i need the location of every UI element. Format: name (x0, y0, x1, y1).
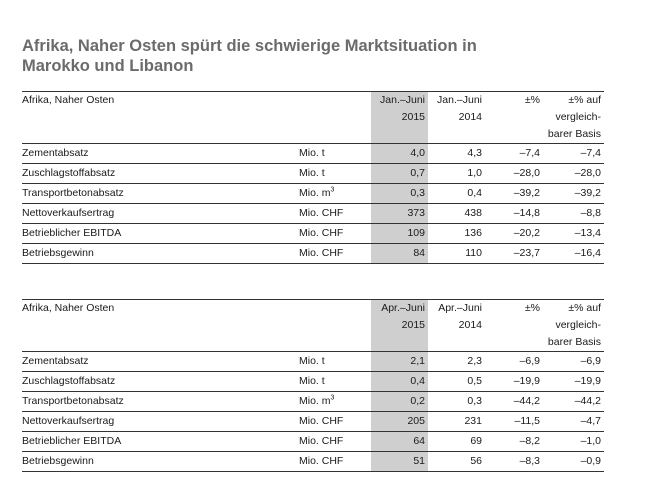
row-current: 64 (371, 432, 428, 452)
row-prev: 1,0 (428, 164, 485, 184)
row-unit: Mio. t (299, 352, 371, 372)
table-row (22, 432, 604, 452)
row-current: 0,7 (371, 164, 428, 184)
pct-comp-header: ±% auf (543, 300, 604, 318)
row-prev: 56 (428, 452, 485, 472)
row-current: 0,4 (371, 372, 428, 392)
row-comp: –7,4 (543, 144, 604, 164)
row-pct: –23,7 (485, 244, 543, 264)
period-current-header: Apr.–Juni (371, 300, 428, 318)
row-current: 205 (371, 412, 428, 432)
unit-superscript: 3 (330, 394, 335, 402)
row-comp: –4,7 (543, 412, 604, 432)
table-row (22, 184, 604, 204)
table-header-row (22, 317, 604, 334)
year-prev-header: 2014 (458, 111, 482, 123)
pct-comp-header: ±% auf (543, 92, 604, 110)
results-table-q2 (22, 299, 604, 472)
year-current-header: 2015 (371, 109, 428, 126)
row-comp: –8,8 (543, 204, 604, 224)
row-current: 109 (371, 224, 428, 244)
row-current: 84 (371, 244, 428, 264)
pct-comp-header-2: vergleich- (555, 319, 601, 331)
period-current-header: Jan.–Juni (371, 92, 428, 110)
row-current: 0,2 (371, 392, 428, 412)
row-pct: –19,9 (485, 372, 543, 392)
table-row (22, 452, 604, 472)
row-label: Transportbetonabsatz (22, 392, 299, 412)
row-label: Zementabsatz (22, 352, 299, 372)
period-prev-header: Apr.–Juni (428, 300, 485, 318)
pct-comp-header-3: barer Basis (543, 334, 604, 352)
row-comp: –13,4 (543, 224, 604, 244)
row-current: 4,0 (371, 144, 428, 164)
row-unit: Mio. CHF (299, 204, 371, 224)
row-pct: –6,9 (485, 352, 543, 372)
table-header-row (22, 126, 604, 144)
row-label: Zementabsatz (22, 144, 299, 164)
region-header: Afrika, Naher Osten (22, 92, 299, 110)
row-pct: –44,2 (485, 392, 543, 412)
table-row (22, 224, 604, 244)
row-comp: –44,2 (543, 392, 604, 412)
table-header-row (22, 109, 604, 126)
row-unit: Mio. t (299, 144, 371, 164)
row-pct: –8,2 (485, 432, 543, 452)
row-prev: 69 (428, 432, 485, 452)
row-unit: Mio. CHF (299, 452, 371, 472)
table-row (22, 164, 604, 184)
year-prev-header: 2014 (458, 319, 482, 331)
row-comp: –28,0 (543, 164, 604, 184)
table-header-row (22, 334, 604, 352)
table-row (22, 392, 604, 412)
row-unit: Mio. $m^3$ (299, 184, 371, 204)
row-unit: Mio. CHF (299, 412, 371, 432)
table-header-row (22, 300, 604, 318)
row-pct: –8,3 (485, 452, 543, 472)
row-prev: 438 (428, 204, 485, 224)
title-line-1: Afrika, Naher Osten spürt die schwierige Marktsituation in (22, 37, 477, 55)
row-current: 51 (371, 452, 428, 472)
table-header-row (22, 92, 604, 110)
row-pct: –11,5 (485, 412, 543, 432)
year-current-header: 2015 (371, 317, 428, 334)
results-table-h1 (22, 91, 604, 264)
row-label: Nettoverkaufsertrag (22, 412, 299, 432)
row-unit: Mio. $m^3$ (299, 392, 371, 412)
row-current: 2,1 (371, 352, 428, 372)
period-prev-header: Jan.–Juni (428, 92, 485, 110)
row-prev: 2,3 (428, 352, 485, 372)
pct-header: ±% (485, 300, 543, 318)
row-unit: Mio. CHF (299, 224, 371, 244)
row-label: Transportbetonabsatz (22, 184, 299, 204)
table-row (22, 372, 604, 392)
pct-comp-header-2: vergleich- (555, 111, 601, 123)
row-current: 373 (371, 204, 428, 224)
table-row (22, 144, 604, 164)
table-row (22, 412, 604, 432)
row-unit: Mio. t (299, 164, 371, 184)
pct-comp-header-3: barer Basis (543, 126, 604, 144)
row-label: Zuschlagstoffabsatz (22, 164, 299, 184)
row-prev: 110 (428, 244, 485, 264)
row-unit: Mio. CHF (299, 244, 371, 264)
row-prev: 0,3 (428, 392, 485, 412)
row-label: Betrieblicher EBITDA (22, 224, 299, 244)
row-label: Zuschlagstoffabsatz (22, 372, 299, 392)
row-comp: –1,0 (543, 432, 604, 452)
row-label: Nettoverkaufsertrag (22, 204, 299, 224)
row-pct: –39,2 (485, 184, 543, 204)
row-comp: –16,4 (543, 244, 604, 264)
page-title (22, 36, 622, 76)
table-row (22, 244, 604, 264)
region-header: Afrika, Naher Osten (22, 300, 299, 318)
pct-header: ±% (485, 92, 543, 110)
row-unit: Mio. CHF (299, 432, 371, 452)
row-pct: –28,0 (485, 164, 543, 184)
row-prev: 0,4 (428, 184, 485, 204)
table-row (22, 352, 604, 372)
row-prev: 0,5 (428, 372, 485, 392)
row-pct: –14,8 (485, 204, 543, 224)
table-row (22, 204, 604, 224)
row-comp: –19,9 (543, 372, 604, 392)
row-label: Betrieblicher EBITDA (22, 432, 299, 452)
row-pct: –20,2 (485, 224, 543, 244)
row-comp: –0,9 (543, 452, 604, 472)
row-current: 0,3 (371, 184, 428, 204)
row-comp: –6,9 (543, 352, 604, 372)
row-prev: 136 (428, 224, 485, 244)
row-unit: Mio. t (299, 372, 371, 392)
row-prev: 231 (428, 412, 485, 432)
title-line-2: Marokko und Libanon (22, 57, 194, 75)
row-label: Betriebsgewinn (22, 452, 299, 472)
unit-superscript: 3 (330, 186, 335, 194)
row-comp: –39,2 (543, 184, 604, 204)
row-prev: 4,3 (428, 144, 485, 164)
row-label: Betriebsgewinn (22, 244, 299, 264)
row-pct: –7,4 (485, 144, 543, 164)
